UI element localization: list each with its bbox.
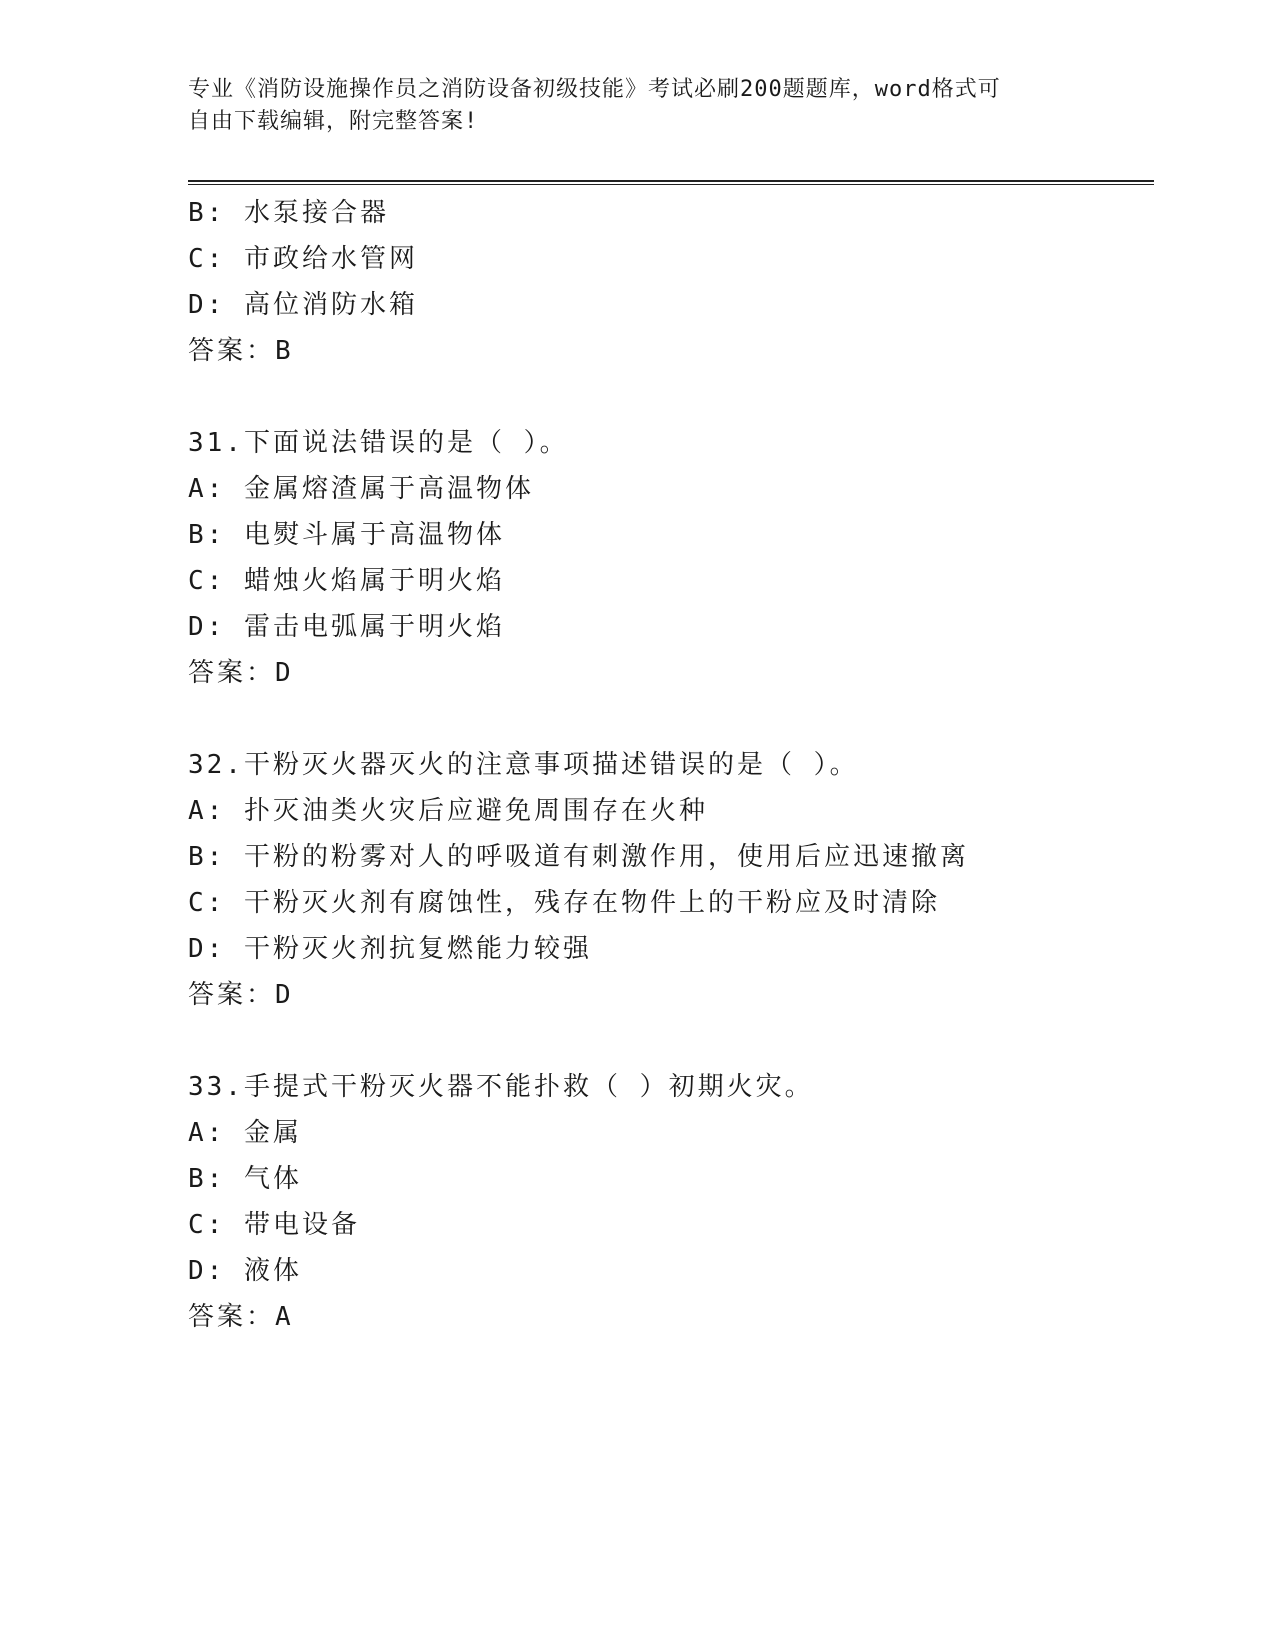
question-block-31 [188, 420, 1154, 696]
question-stem: 31.下面说法错误的是（ ）。 [188, 428, 569, 458]
header-rule-thin [188, 184, 1154, 185]
option-c: C: 带电设备 [188, 1210, 360, 1240]
option-b: B: 水泵接合器 [188, 198, 389, 228]
option-b: B: 电熨斗属于高温物体 [188, 520, 505, 550]
option-a: A: 金属 [188, 1118, 302, 1148]
option-c: C: 干粉灭火剂有腐蚀性，残存在物件上的干粉应及时清除 [188, 888, 940, 918]
answer-line: 答案：B [188, 336, 294, 366]
question-block-30-continued [188, 190, 1154, 374]
option-d: D: 液体 [188, 1256, 302, 1286]
question-block-33 [188, 1064, 1154, 1340]
question-block-32 [188, 742, 1154, 1018]
header-line-2: 自由下载编辑，附完整答案! [188, 109, 479, 134]
option-a: A: 金属熔渣属于高温物体 [188, 474, 534, 504]
answer-line: 答案：D [188, 980, 294, 1010]
header-line-1: 专业《消防设施操作员之消防设备初级技能》考试必刷200题题库，word格式可 [188, 77, 1001, 102]
question-stem: 32.干粉灭火器灭火的注意事项描述错误的是（ ）。 [188, 750, 859, 780]
option-d: D: 高位消防水箱 [188, 290, 418, 320]
answer-line: 答案：A [188, 1302, 294, 1332]
option-c: C: 市政给水管网 [188, 244, 418, 274]
option-d: D: 雷击电弧属于明火焰 [188, 612, 505, 642]
question-stem: 33.手提式干粉灭火器不能扑救（ ）初期火灾。 [188, 1072, 814, 1102]
spacer [188, 1018, 1154, 1064]
option-a: A: 扑灭油类火灾后应避免周围存在火种 [188, 796, 708, 826]
document-body [188, 190, 1154, 1340]
header-rule-thick [188, 180, 1154, 182]
spacer [188, 374, 1154, 420]
option-d: D: 干粉灭火剂抗复燃能力较强 [188, 934, 592, 964]
spacer [188, 696, 1154, 742]
document-header [188, 74, 1088, 138]
option-b: B: 气体 [188, 1164, 302, 1194]
option-b: B: 干粉的粉雾对人的呼吸道有刺激作用，使用后应迅速撤离 [188, 842, 969, 872]
option-c: C: 蜡烛火焰属于明火焰 [188, 566, 505, 596]
answer-line: 答案：D [188, 658, 294, 688]
